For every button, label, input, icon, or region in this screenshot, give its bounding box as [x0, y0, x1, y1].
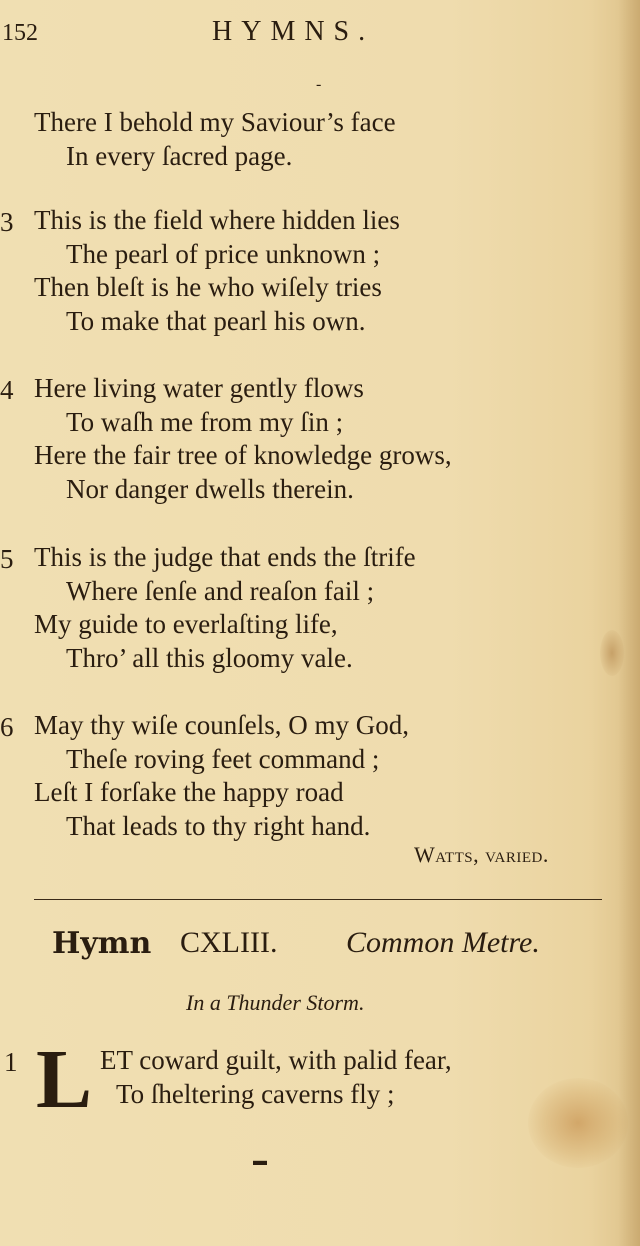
drop-cap: L	[36, 1033, 93, 1126]
verse-line: To ſheltering caverns fly ;	[116, 1079, 395, 1109]
verse-line: Theſe roving feet command ;	[66, 744, 380, 774]
verse-line: Then bleſt is he who wiſely tries	[34, 272, 382, 302]
hymn-subtitle: In a Thunder Storm.	[186, 990, 365, 1015]
verse-line: The pearl of price unknown ;	[66, 239, 381, 269]
verse-line: ET coward guilt, with palid fear,	[100, 1045, 452, 1075]
verse-line: There I behold my Saviour’s face	[34, 107, 396, 137]
hymn-metre: Common Metre.	[346, 926, 540, 959]
foxing-spot	[600, 630, 624, 676]
water-stain	[528, 1078, 628, 1168]
verse-number: 1	[4, 1047, 18, 1077]
hymn-number: CXLIII.	[180, 926, 278, 959]
verse-line: To waſh me from my ſin ;	[66, 407, 344, 437]
verse-line: That leads to thy right hand.	[66, 811, 371, 841]
verse-line: Here the fair tree of knowledge grows,	[34, 440, 452, 470]
page-edge-shadow	[618, 0, 640, 1246]
verse-line: Thro’ all this gloomy vale.	[66, 643, 353, 673]
verse-line: Where ſenſe and reaſon fail ;	[66, 576, 375, 606]
verse-line: Leſt I forſake the happy road	[34, 777, 344, 807]
verse-line: Nor danger dwells therein.	[66, 474, 354, 504]
stanza-number: 3	[0, 207, 14, 237]
section-divider	[34, 899, 602, 900]
attribution: Watts, varied.	[414, 842, 549, 867]
verse-line: To make that pearl his own.	[66, 306, 366, 336]
running-head	[0, 14, 640, 50]
ornament-mark: ▬	[253, 1154, 267, 1169]
continuation-mark: -	[316, 76, 322, 93]
verse-line: In every ſacred page.	[66, 141, 293, 171]
verse-line: May thy wiſe counſels, O my God,	[34, 710, 409, 740]
verse-line: Here living water gently flows	[34, 373, 364, 403]
verse-line: This is the field where hidden lies	[34, 205, 400, 235]
stanza-number: 5	[0, 544, 14, 574]
hymn-word: Hymn	[52, 926, 152, 961]
hymn-heading	[52, 924, 612, 968]
stanza-number: 4	[0, 375, 14, 405]
verse-line: My guide to everlaſting life,	[34, 609, 338, 639]
page-number: 152	[2, 20, 38, 46]
stanza-number: 6	[0, 712, 14, 742]
verse-line: This is the judge that ends the ſtrife	[34, 542, 416, 572]
running-title: HYMNS.	[212, 16, 375, 47]
